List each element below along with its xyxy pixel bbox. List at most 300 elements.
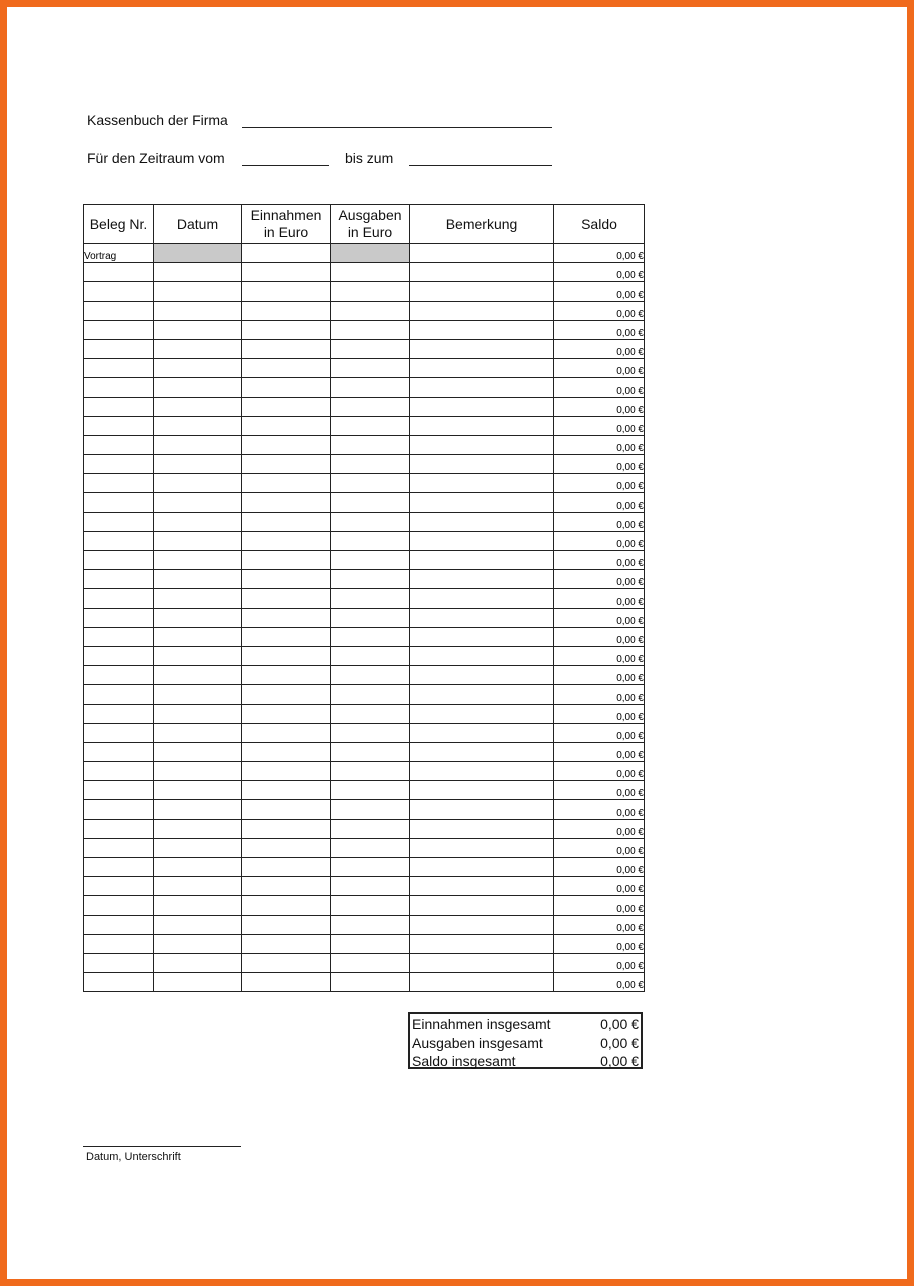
cell-datum[interactable] [154,685,242,704]
cell-bemerkung[interactable] [410,551,554,570]
table-body [84,244,645,992]
cell-saldo: 0,00 € [554,877,645,896]
cell-saldo: 0,00 € [554,762,645,781]
cell-bemerkung[interactable] [410,589,554,608]
cell-beleg-nr[interactable]: Vortrag [84,244,154,263]
cell-beleg-nr[interactable] [84,608,154,627]
cell-bemerkung[interactable] [410,685,554,704]
cell-ausgaben[interactable] [331,704,410,723]
cell-ausgaben[interactable] [331,244,410,263]
cell-beleg-nr[interactable] [84,877,154,896]
cell-datum[interactable] [154,551,242,570]
cell-beleg-nr[interactable] [84,819,154,838]
cell-bemerkung[interactable] [410,378,554,397]
period-from-line [242,165,329,166]
cell-ausgaben[interactable] [331,762,410,781]
cell-ausgaben[interactable] [331,378,410,397]
cell-ausgaben[interactable] [331,723,410,742]
cell-saldo: 0,00 € [554,915,645,934]
cell-ausgaben[interactable] [331,819,410,838]
cell-datum[interactable] [154,973,242,992]
cell-saldo: 0,00 € [554,704,645,723]
cell-datum[interactable] [154,704,242,723]
cell-ausgaben[interactable] [331,531,410,550]
cell-beleg-nr[interactable] [84,666,154,685]
cell-saldo: 0,00 € [554,531,645,550]
cell-ausgaben[interactable] [331,397,410,416]
table-row [84,858,645,877]
table-row [84,704,645,723]
cell-bemerkung[interactable] [410,762,554,781]
table-row [84,646,645,665]
cell-saldo: 0,00 € [554,723,645,742]
cell-einnahmen[interactable] [242,570,331,589]
cell-einnahmen[interactable] [242,896,331,915]
cell-saldo: 0,00 € [554,646,645,665]
cell-einnahmen[interactable] [242,838,331,857]
cell-bemerkung[interactable] [410,608,554,627]
cell-beleg-nr[interactable] [84,474,154,493]
cell-einnahmen[interactable] [242,320,331,339]
cell-einnahmen[interactable] [242,608,331,627]
cell-ausgaben[interactable] [331,589,410,608]
summary-value: 0,00 € [600,1034,639,1051]
cell-datum[interactable] [154,896,242,915]
cell-einnahmen[interactable] [242,493,331,512]
company-field-line [242,127,552,128]
cell-einnahmen[interactable] [242,877,331,896]
cell-datum[interactable] [154,282,242,301]
cell-datum[interactable] [154,589,242,608]
cell-bemerkung[interactable] [410,742,554,761]
cell-einnahmen[interactable] [242,973,331,992]
table-row [84,934,645,953]
cell-ausgaben[interactable] [331,973,410,992]
cell-beleg-nr[interactable] [84,570,154,589]
cell-einnahmen[interactable] [242,781,331,800]
summary-box [408,1012,643,1069]
cell-bemerkung[interactable] [410,397,554,416]
cell-datum[interactable] [154,781,242,800]
cell-bemerkung[interactable] [410,838,554,857]
cell-beleg-nr[interactable] [84,953,154,972]
cell-bemerkung[interactable] [410,339,554,358]
period-to-line [409,165,552,166]
cell-einnahmen[interactable] [242,455,331,474]
cell-ausgaben[interactable] [331,282,410,301]
cell-bemerkung[interactable] [410,455,554,474]
cell-datum[interactable] [154,762,242,781]
cell-ausgaben[interactable] [331,800,410,819]
table-row [84,512,645,531]
cell-bemerkung[interactable] [410,435,554,454]
cell-ausgaben[interactable] [331,877,410,896]
cell-bemerkung[interactable] [410,800,554,819]
cell-beleg-nr[interactable] [84,627,154,646]
cell-saldo: 0,00 € [554,455,645,474]
table-row [84,973,645,992]
cell-einnahmen[interactable] [242,551,331,570]
cell-saldo: 0,00 € [554,685,645,704]
cell-saldo: 0,00 € [554,397,645,416]
cell-beleg-nr[interactable] [84,435,154,454]
cell-saldo: 0,00 € [554,359,645,378]
cell-beleg-nr[interactable] [84,589,154,608]
cell-beleg-nr[interactable] [84,397,154,416]
cell-beleg-nr[interactable] [84,320,154,339]
cell-beleg-nr[interactable] [84,838,154,857]
summary-row [412,1052,639,1071]
cell-bemerkung[interactable] [410,282,554,301]
cell-saldo: 0,00 € [554,493,645,512]
table-row [84,608,645,627]
cell-datum[interactable] [154,800,242,819]
cell-datum[interactable] [154,838,242,857]
cell-einnahmen[interactable] [242,953,331,972]
signature-label: Datum, Unterschrift [86,1151,181,1163]
cell-datum[interactable] [154,666,242,685]
cell-ausgaben[interactable] [331,263,410,282]
summary-row [412,1034,639,1053]
cell-datum[interactable] [154,742,242,761]
cell-einnahmen[interactable] [242,301,331,320]
cell-saldo: 0,00 € [554,320,645,339]
table-row [84,416,645,435]
cell-bemerkung[interactable] [410,512,554,531]
cell-datum[interactable] [154,378,242,397]
cell-datum[interactable] [154,301,242,320]
cell-saldo: 0,00 € [554,953,645,972]
table-row [84,627,645,646]
cell-bemerkung[interactable] [410,934,554,953]
cell-saldo: 0,00 € [554,896,645,915]
cell-beleg-nr[interactable] [84,512,154,531]
cell-ausgaben[interactable] [331,474,410,493]
cell-ausgaben[interactable] [331,359,410,378]
table-row [84,915,645,934]
table-row [84,339,645,358]
summary-row [412,1015,639,1034]
cell-einnahmen[interactable] [242,397,331,416]
summary-label: Einnahmen insgesamt [412,1016,551,1032]
cell-einnahmen[interactable] [242,915,331,934]
cell-saldo: 0,00 € [554,551,645,570]
column-header-bemerkung: Bemerkung [410,205,554,244]
cell-datum[interactable] [154,723,242,742]
cell-bemerkung[interactable] [410,858,554,877]
cell-datum[interactable] [154,877,242,896]
cell-datum[interactable] [154,320,242,339]
cell-saldo: 0,00 € [554,973,645,992]
table-row [84,666,645,685]
cell-ausgaben[interactable] [331,953,410,972]
cell-datum[interactable] [154,819,242,838]
cell-ausgaben[interactable] [331,339,410,358]
cell-datum[interactable] [154,934,242,953]
cell-ausgaben[interactable] [331,551,410,570]
cell-beleg-nr[interactable] [84,858,154,877]
cell-ausgaben[interactable] [331,493,410,512]
cell-bemerkung[interactable] [410,570,554,589]
cell-datum[interactable] [154,397,242,416]
cell-ausgaben[interactable] [331,608,410,627]
cell-beleg-nr[interactable] [84,896,154,915]
cell-bemerkung[interactable] [410,301,554,320]
cell-saldo: 0,00 € [554,800,645,819]
cell-beleg-nr[interactable] [84,416,154,435]
cell-einnahmen[interactable] [242,512,331,531]
cell-saldo: 0,00 € [554,301,645,320]
cell-einnahmen[interactable] [242,819,331,838]
table-row [84,838,645,857]
cell-einnahmen[interactable] [242,244,331,263]
company-label: Kassenbuch der Firma [87,112,228,128]
table-row [84,263,645,282]
cell-einnahmen[interactable] [242,339,331,358]
summary-label: Saldo insgesamt [412,1053,516,1069]
table-row [84,244,645,263]
cell-bemerkung[interactable] [410,973,554,992]
cell-bemerkung[interactable] [410,531,554,550]
table-row [84,953,645,972]
cell-saldo: 0,00 € [554,742,645,761]
cell-einnahmen[interactable] [242,474,331,493]
table-row [84,685,645,704]
table-row [84,282,645,301]
cell-ausgaben[interactable] [331,512,410,531]
cell-datum[interactable] [154,627,242,646]
cell-saldo: 0,00 € [554,781,645,800]
cell-bemerkung[interactable] [410,244,554,263]
cell-datum[interactable] [154,608,242,627]
cell-bemerkung[interactable] [410,896,554,915]
summary-value: 0,00 € [600,1053,639,1069]
period-to-label: bis zum [345,150,394,166]
cell-saldo: 0,00 € [554,474,645,493]
table-header-row [84,205,645,244]
cell-einnahmen[interactable] [242,685,331,704]
cell-bemerkung[interactable] [410,666,554,685]
cell-saldo: 0,00 € [554,416,645,435]
cell-beleg-nr[interactable] [84,378,154,397]
cell-datum[interactable] [154,416,242,435]
table-row [84,474,645,493]
table-row [84,551,645,570]
table-row [84,877,645,896]
table-row [84,301,645,320]
cell-datum[interactable] [154,493,242,512]
table-row [84,435,645,454]
cell-ausgaben[interactable] [331,570,410,589]
cell-ausgaben[interactable] [331,934,410,953]
cell-bemerkung[interactable] [410,263,554,282]
cell-einnahmen[interactable] [242,589,331,608]
cell-einnahmen[interactable] [242,282,331,301]
column-header-saldo: Saldo [554,205,645,244]
cell-beleg-nr[interactable] [84,301,154,320]
cell-beleg-nr[interactable] [84,742,154,761]
cell-einnahmen[interactable] [242,378,331,397]
table-row [84,397,645,416]
cell-bemerkung[interactable] [410,627,554,646]
cashbook-table [83,204,645,992]
cell-ausgaben[interactable] [331,646,410,665]
column-header-einnahmen: Einnahmen in Euro [242,205,331,244]
cell-beleg-nr[interactable] [84,973,154,992]
cell-bemerkung[interactable] [410,416,554,435]
cell-bemerkung[interactable] [410,723,554,742]
cell-beleg-nr[interactable] [84,685,154,704]
cell-einnahmen[interactable] [242,723,331,742]
cell-saldo: 0,00 € [554,512,645,531]
cell-einnahmen[interactable] [242,646,331,665]
cell-ausgaben[interactable] [331,320,410,339]
cell-beleg-nr[interactable] [84,934,154,953]
cell-einnahmen[interactable] [242,359,331,378]
cell-einnahmen[interactable] [242,858,331,877]
cell-bemerkung[interactable] [410,877,554,896]
column-header-beleg-nr: Beleg Nr. [84,205,154,244]
cell-einnahmen[interactable] [242,531,331,550]
cell-ausgaben[interactable] [331,627,410,646]
cell-datum[interactable] [154,474,242,493]
cell-bemerkung[interactable] [410,646,554,665]
cell-beleg-nr[interactable] [84,704,154,723]
cell-ausgaben[interactable] [331,838,410,857]
cell-ausgaben[interactable] [331,301,410,320]
table-row [84,455,645,474]
cell-einnahmen[interactable] [242,934,331,953]
summary-value: 0,00 € [600,1016,639,1032]
cell-beleg-nr[interactable] [84,551,154,570]
cell-einnahmen[interactable] [242,704,331,723]
cell-saldo: 0,00 € [554,589,645,608]
table-row [84,742,645,761]
period-from-label: Für den Zeitraum vom [87,150,225,166]
cell-saldo: 0,00 € [554,819,645,838]
cell-ausgaben[interactable] [331,685,410,704]
cell-saldo: 0,00 € [554,627,645,646]
table-row [84,359,645,378]
table-row [84,819,645,838]
cell-beleg-nr[interactable] [84,781,154,800]
cell-datum[interactable] [154,953,242,972]
cell-ausgaben[interactable] [331,781,410,800]
cell-beleg-nr[interactable] [84,800,154,819]
cell-ausgaben[interactable] [331,742,410,761]
cell-saldo: 0,00 € [554,838,645,857]
cell-saldo: 0,00 € [554,339,645,358]
cell-beleg-nr[interactable] [84,282,154,301]
cell-datum[interactable] [154,915,242,934]
cell-saldo: 0,00 € [554,858,645,877]
cell-datum[interactable] [154,244,242,263]
cell-datum[interactable] [154,359,242,378]
cell-beleg-nr[interactable] [84,915,154,934]
cell-datum[interactable] [154,858,242,877]
cell-datum[interactable] [154,263,242,282]
cell-saldo: 0,00 € [554,666,645,685]
summary-label: Ausgaben insgesamt [412,1034,543,1051]
table-row [84,493,645,512]
cell-bemerkung[interactable] [410,704,554,723]
cell-saldo: 0,00 € [554,263,645,282]
cell-datum[interactable] [154,455,242,474]
table-row [84,531,645,550]
cell-beleg-nr[interactable] [84,723,154,742]
column-header-datum: Datum [154,205,242,244]
cell-einnahmen[interactable] [242,800,331,819]
cell-saldo: 0,00 € [554,378,645,397]
cell-einnahmen[interactable] [242,435,331,454]
cell-beleg-nr[interactable] [84,339,154,358]
cell-bemerkung[interactable] [410,819,554,838]
cell-ausgaben[interactable] [331,435,410,454]
table-row [84,762,645,781]
table-row [84,570,645,589]
cell-datum[interactable] [154,339,242,358]
cell-saldo: 0,00 € [554,570,645,589]
cell-saldo: 0,00 € [554,435,645,454]
cell-bemerkung[interactable] [410,493,554,512]
table-row [84,781,645,800]
cell-bemerkung[interactable] [410,320,554,339]
cell-ausgaben[interactable] [331,915,410,934]
table-row [84,723,645,742]
cell-beleg-nr[interactable] [84,531,154,550]
cell-saldo: 0,00 € [554,608,645,627]
cell-bemerkung[interactable] [410,781,554,800]
cell-einnahmen[interactable] [242,263,331,282]
cell-saldo: 0,00 € [554,244,645,263]
cell-einnahmen[interactable] [242,666,331,685]
cell-bemerkung[interactable] [410,953,554,972]
cell-bemerkung[interactable] [410,915,554,934]
cell-ausgaben[interactable] [331,416,410,435]
cell-saldo: 0,00 € [554,282,645,301]
cell-ausgaben[interactable] [331,858,410,877]
cell-beleg-nr[interactable] [84,455,154,474]
cell-ausgaben[interactable] [331,896,410,915]
cell-datum[interactable] [154,435,242,454]
cell-datum[interactable] [154,570,242,589]
cell-einnahmen[interactable] [242,742,331,761]
table-row [84,378,645,397]
table-row [84,589,645,608]
cell-beleg-nr[interactable] [84,646,154,665]
cell-beleg-nr[interactable] [84,263,154,282]
cell-beleg-nr[interactable] [84,762,154,781]
cell-einnahmen[interactable] [242,416,331,435]
cell-datum[interactable] [154,531,242,550]
table-row [84,800,645,819]
cell-datum[interactable] [154,646,242,665]
signature-line [83,1146,241,1147]
cell-beleg-nr[interactable] [84,359,154,378]
cell-einnahmen[interactable] [242,627,331,646]
cell-datum[interactable] [154,512,242,531]
cell-beleg-nr[interactable] [84,493,154,512]
column-header-ausgaben: Ausgaben in Euro [331,205,410,244]
table-row [84,320,645,339]
table-row [84,896,645,915]
cell-ausgaben[interactable] [331,455,410,474]
cell-bemerkung[interactable] [410,474,554,493]
cell-bemerkung[interactable] [410,359,554,378]
cell-einnahmen[interactable] [242,762,331,781]
cell-ausgaben[interactable] [331,666,410,685]
cell-saldo: 0,00 € [554,934,645,953]
